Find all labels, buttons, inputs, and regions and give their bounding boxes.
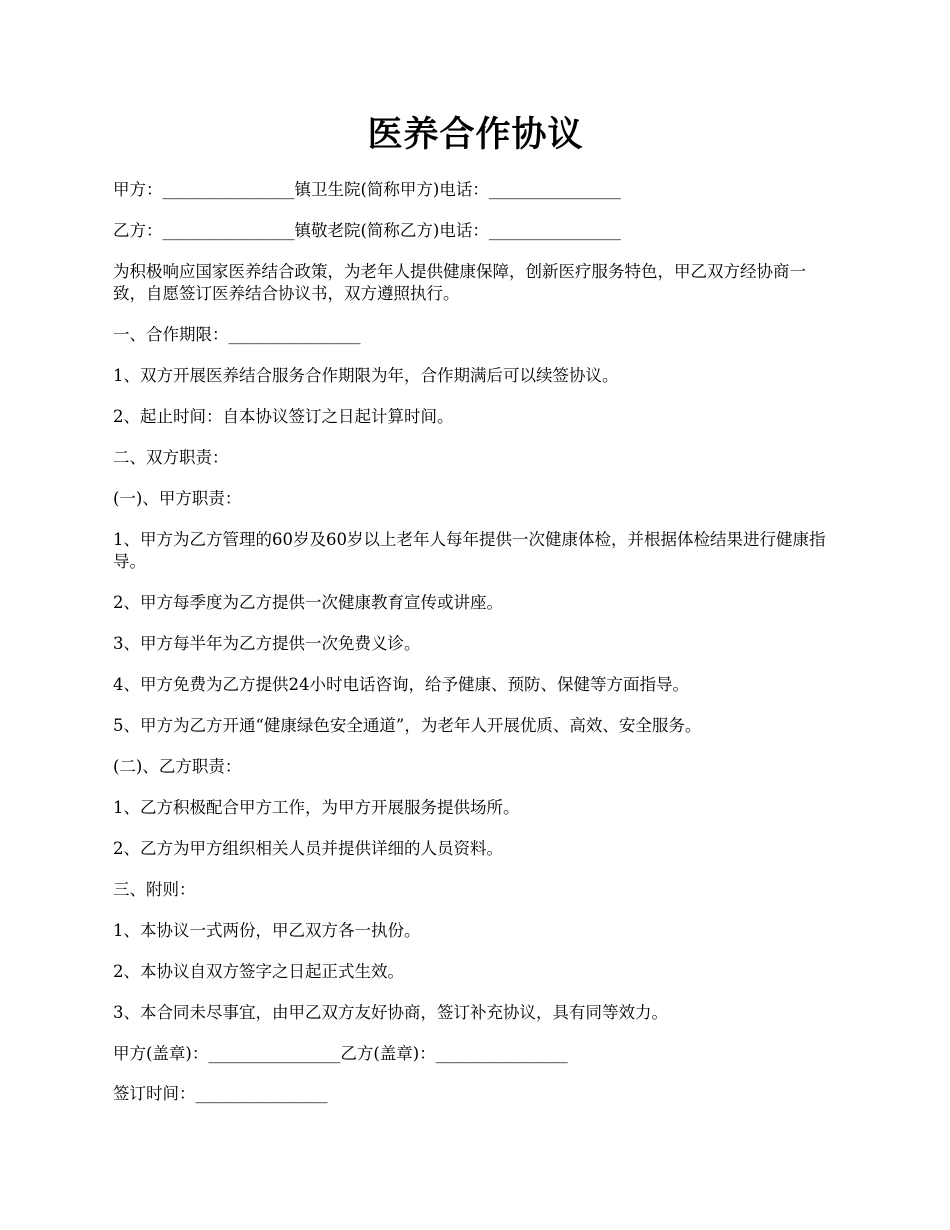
clause-appendix-3: 3、本合同未尽事宜，由甲乙双方友好协商，签订补充协议，具有同等效力。 [113,1003,668,1022]
clause-party-a-2: 2、甲方每季度为乙方提供一次健康教育宣传或讲座。 [113,593,503,612]
clause-term-1: 1、双方开展医养结合服务合作期限为年，合作期满后可以续签协议。 [113,366,619,385]
clause-party-b-2: 2、乙方为甲方组织相关人员并提供详细的人员资料。 [113,839,503,858]
subsection-heading-party-b: (二)、乙方职责： [113,757,242,776]
section-heading-duties: 二、双方职责： [113,448,229,467]
clause-party-b-1: 1、乙方积极配合甲方工作，为甲方开展服务提供场所。 [113,798,520,817]
clause-party-a-4: 4、甲方免费为乙方提供24小时电话咨询，给予健康、预防、保健等方面指导。 [113,675,689,694]
document-title: 医养合作协议 [367,114,584,155]
clause-party-a-3: 3、甲方每半年为乙方提供一次免费义诊。 [113,634,421,653]
signature-line: 甲方(盖章)：________________乙方(盖章)：________________ [113,1044,568,1063]
section-heading-term: 一、合作期限：________________ [113,325,361,344]
subsection-heading-party-a: (一)、甲方职责： [113,489,242,508]
signing-date-line: 签订时间：________________ [113,1084,328,1103]
clause-party-a-1: 1、甲方为乙方管理的60岁及60岁以上老年人每年提供一次健康体检，并根据体检结果进行健康指导。 [113,530,826,571]
clause-party-a-5: 5、甲方为乙方开通“健康绿色安全通道”，为老年人开展优质、高效、安全服务。 [113,716,702,735]
party-b-line: 乙方：________________镇敬老院(简称乙方)电话：________________ [113,221,621,240]
clause-appendix-1: 1、本协议一式两份，甲乙双方各一执份。 [113,921,421,940]
clause-term-2: 2、起止时间：自本协议签订之日起计算时间。 [113,407,454,426]
preamble-paragraph: 为积极响应国家医养结合政策，为老年人提供健康保障，创新医疗服务特色，甲乙双方经协商一致，自愿签订医养结合协议书，双方遵照执行。 [113,262,806,303]
clause-appendix-2: 2、本协议自双方签字之日起正式生效。 [113,962,404,981]
section-heading-appendix: 三、附则： [113,880,196,899]
party-a-line: 甲方：________________镇卫生院(简称甲方)电话：________________ [113,180,621,199]
